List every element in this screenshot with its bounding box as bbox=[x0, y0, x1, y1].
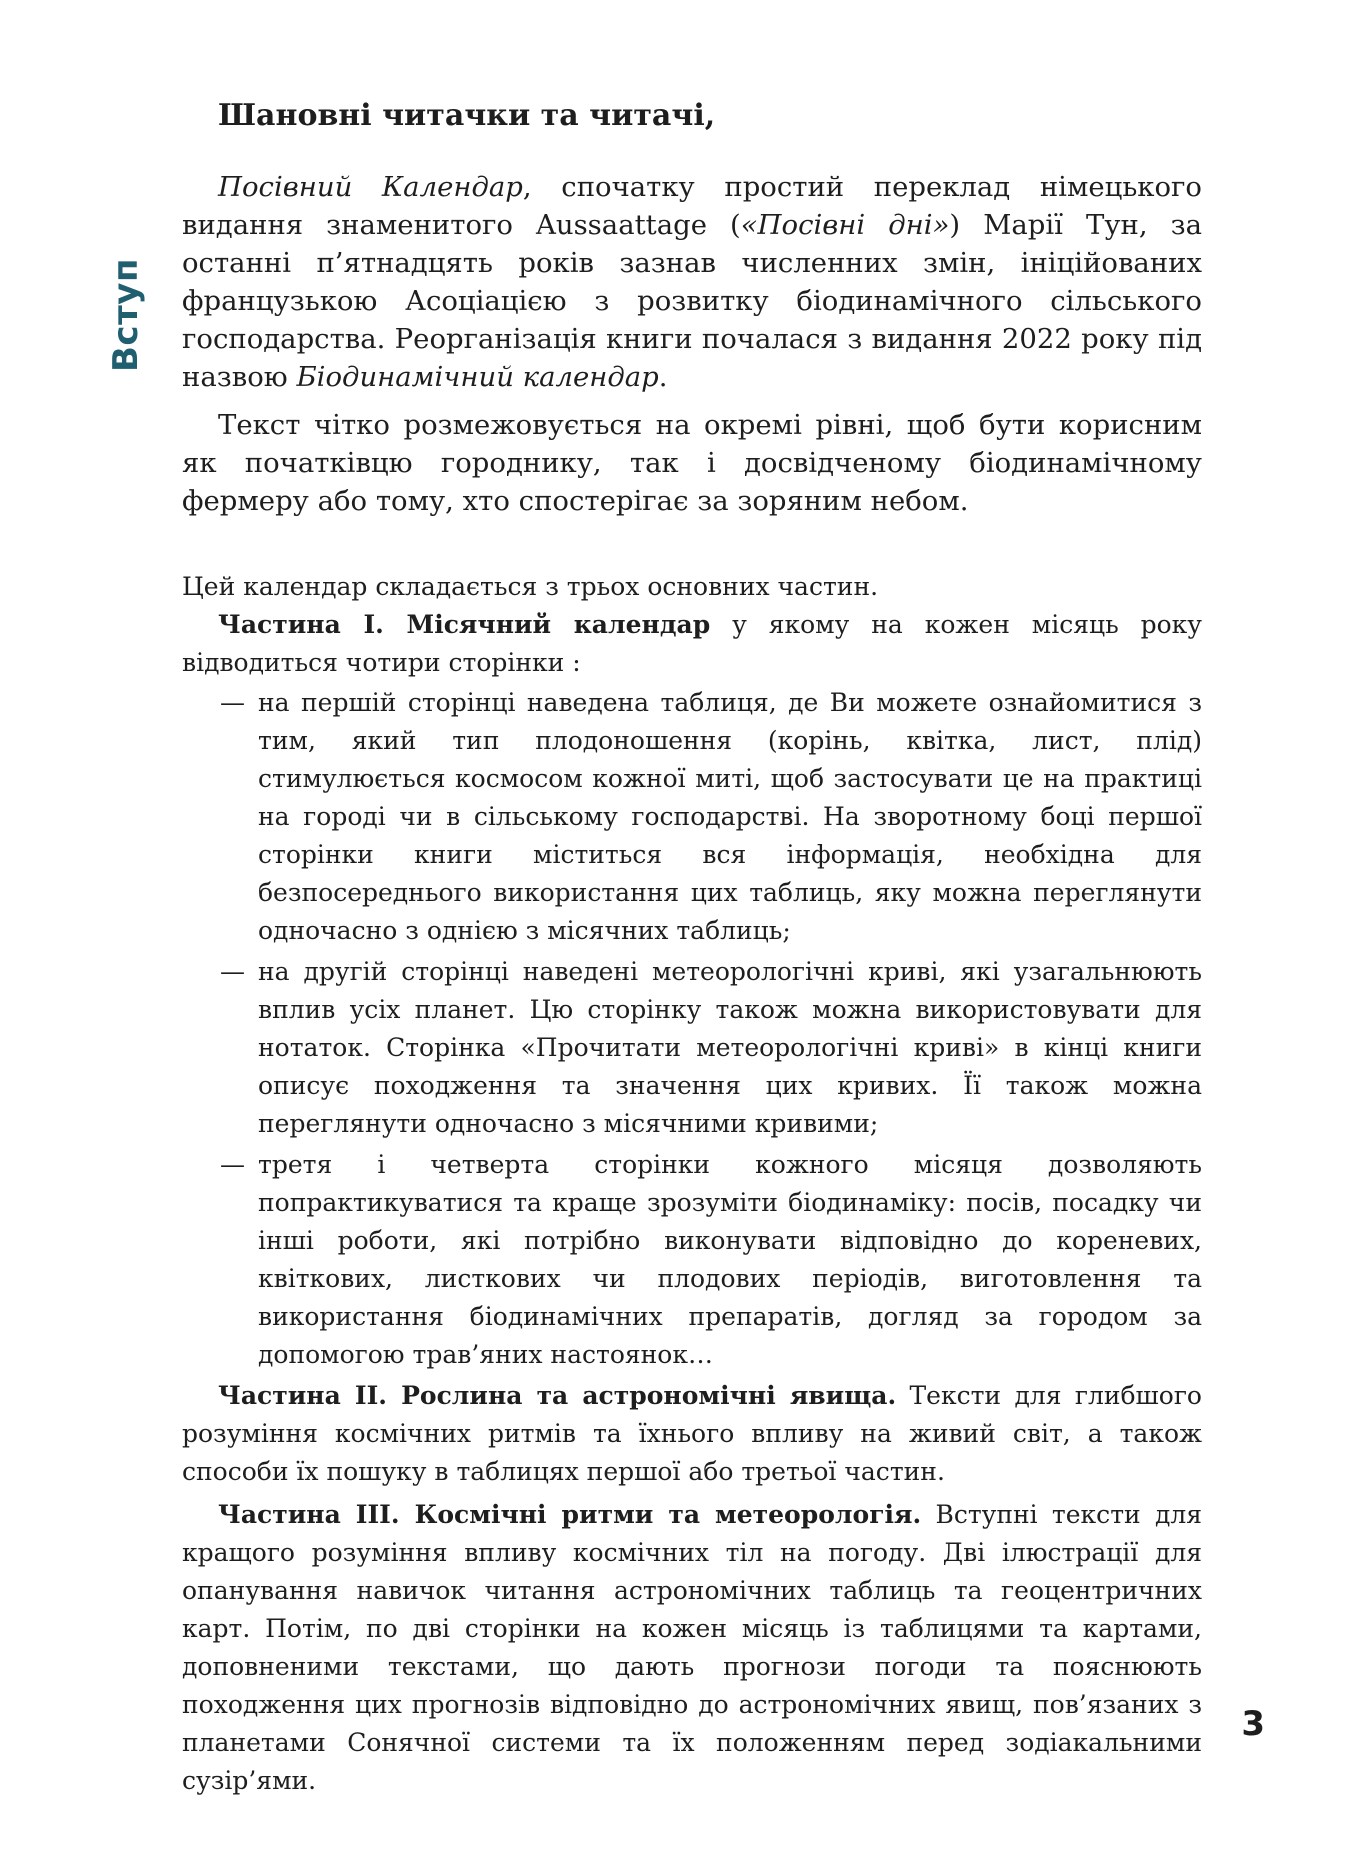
intro-paragraph-2: Текст чітко розмежовується на окремі рівні, щоб бути корисним як початківцю городнику, так і досвідченому біодинамічному фермеру або тому, хто спостерігає за зоряним небом. bbox=[182, 409, 1202, 517]
part3-title: Частина III. Космічні ритми та метеорологія. bbox=[218, 1500, 922, 1529]
part1-paragraph bbox=[182, 606, 1202, 682]
part3-paragraph bbox=[182, 1496, 1202, 1800]
intro-paragraph-1 bbox=[182, 168, 1202, 396]
intro-italic-book: Біодинамічний календар bbox=[296, 361, 659, 393]
section-side-label: Вступ bbox=[106, 258, 146, 372]
intro-italic-title: Посівний Календар bbox=[218, 171, 523, 203]
part2-paragraph bbox=[182, 1377, 1202, 1491]
part3-text: Вступні тексти для кращого розуміння впливу космічних тіл на погоду. Дві ілюстрації для опанування навичок читання астрономічних таблиць та геоцентричних карт. Потім, по дві сторінки на кожен місяць із таблицями та картами, доповненими текстами, що дають прогнози погоди та пояснюють походження цих прогнозів відповідно до астрономічних явищ, пов’язаних з планетами Сонячної системи та їх положенням перед зодіакальними сузір’ями. bbox=[182, 1500, 1202, 1795]
intro-text: . bbox=[658, 361, 668, 393]
intro-italic-quote: «Посівні дні» bbox=[740, 209, 950, 241]
list-item-text: на першій сторінці наведена таблиця, де Ви можете ознайомитися з тим, який тип плодоношення (корінь, квітка, лист, плід) стимулюється космосом кожної миті, щоб застосувати це на практиці на городі чи в сільському господарстві. На зворотному боці першої сторінки книги міститься вся інформація, необхідна для безпосереднього використання цих таблиць, яку можна переглянути одночасно з однією з місячних таблиць; bbox=[258, 688, 1202, 945]
dash-mark: — bbox=[220, 688, 245, 717]
intro-text: , спочатку простий переклад німецького видання знаменитого Aussaattage ( bbox=[182, 171, 1202, 241]
list-item-text: третя і четверта сторінки кожного місяця дозволяють попрактикуватися та краще зрозуміти біодинаміку: посів, посадку чи інші роботи, які потрібно виконувати відповідно до кореневих, квіткових, листкових чи плодових періодів, виготовлення та використання біодинамічних препаратів, догляд за городом за допомогою трав’яних настоянок… bbox=[258, 1150, 1202, 1369]
list-item bbox=[182, 953, 1202, 1143]
list-item bbox=[182, 1146, 1202, 1374]
body-lead: Цей календар складається з трьох основних частин. bbox=[182, 572, 879, 601]
list-item bbox=[182, 684, 1202, 950]
list-item-text: на другій сторінці наведені метеорологічні криві, які узагальнюють вплив усіх планет. Цю сторінку також можна використовувати для нотаток. Сторінка «Прочитати метеорологічні криві» в кінці книги описує походження та значення цих кривих. Її також можна переглянути одночасно з місячними кривими; bbox=[258, 957, 1202, 1138]
body-section bbox=[182, 568, 1202, 1800]
dash-mark: — bbox=[220, 1150, 245, 1179]
part1-title: Частина I. Місячний календар bbox=[218, 610, 711, 639]
greeting-heading: Шановні читачки та читачі, bbox=[218, 98, 716, 133]
part1-list bbox=[182, 684, 1202, 1374]
dash-mark: — bbox=[220, 957, 245, 986]
intro-section bbox=[182, 168, 1202, 530]
intro-text: ) Марії Тун, за останні п’ятнадцять років зазнав численних змін, ініційованих французькою Асоціацією з розвитку біодинамічного сільського господарства. Реорганізація книги почалася з видання 2022 року під назвою bbox=[182, 209, 1202, 393]
part2-title: Частина II. Рослина та астрономічні явища. bbox=[218, 1381, 897, 1410]
page-number: 3 bbox=[1241, 1704, 1265, 1744]
part2-text: Тексти для глибшого розуміння космічних ритмів та їхнього впливу на живий світ, а також способи їх пошуку в таблицях першої або третьої частин. bbox=[182, 1381, 1202, 1486]
part1-text: у якому на кожен місяць року відводиться чотири сторінки : bbox=[182, 610, 1203, 677]
